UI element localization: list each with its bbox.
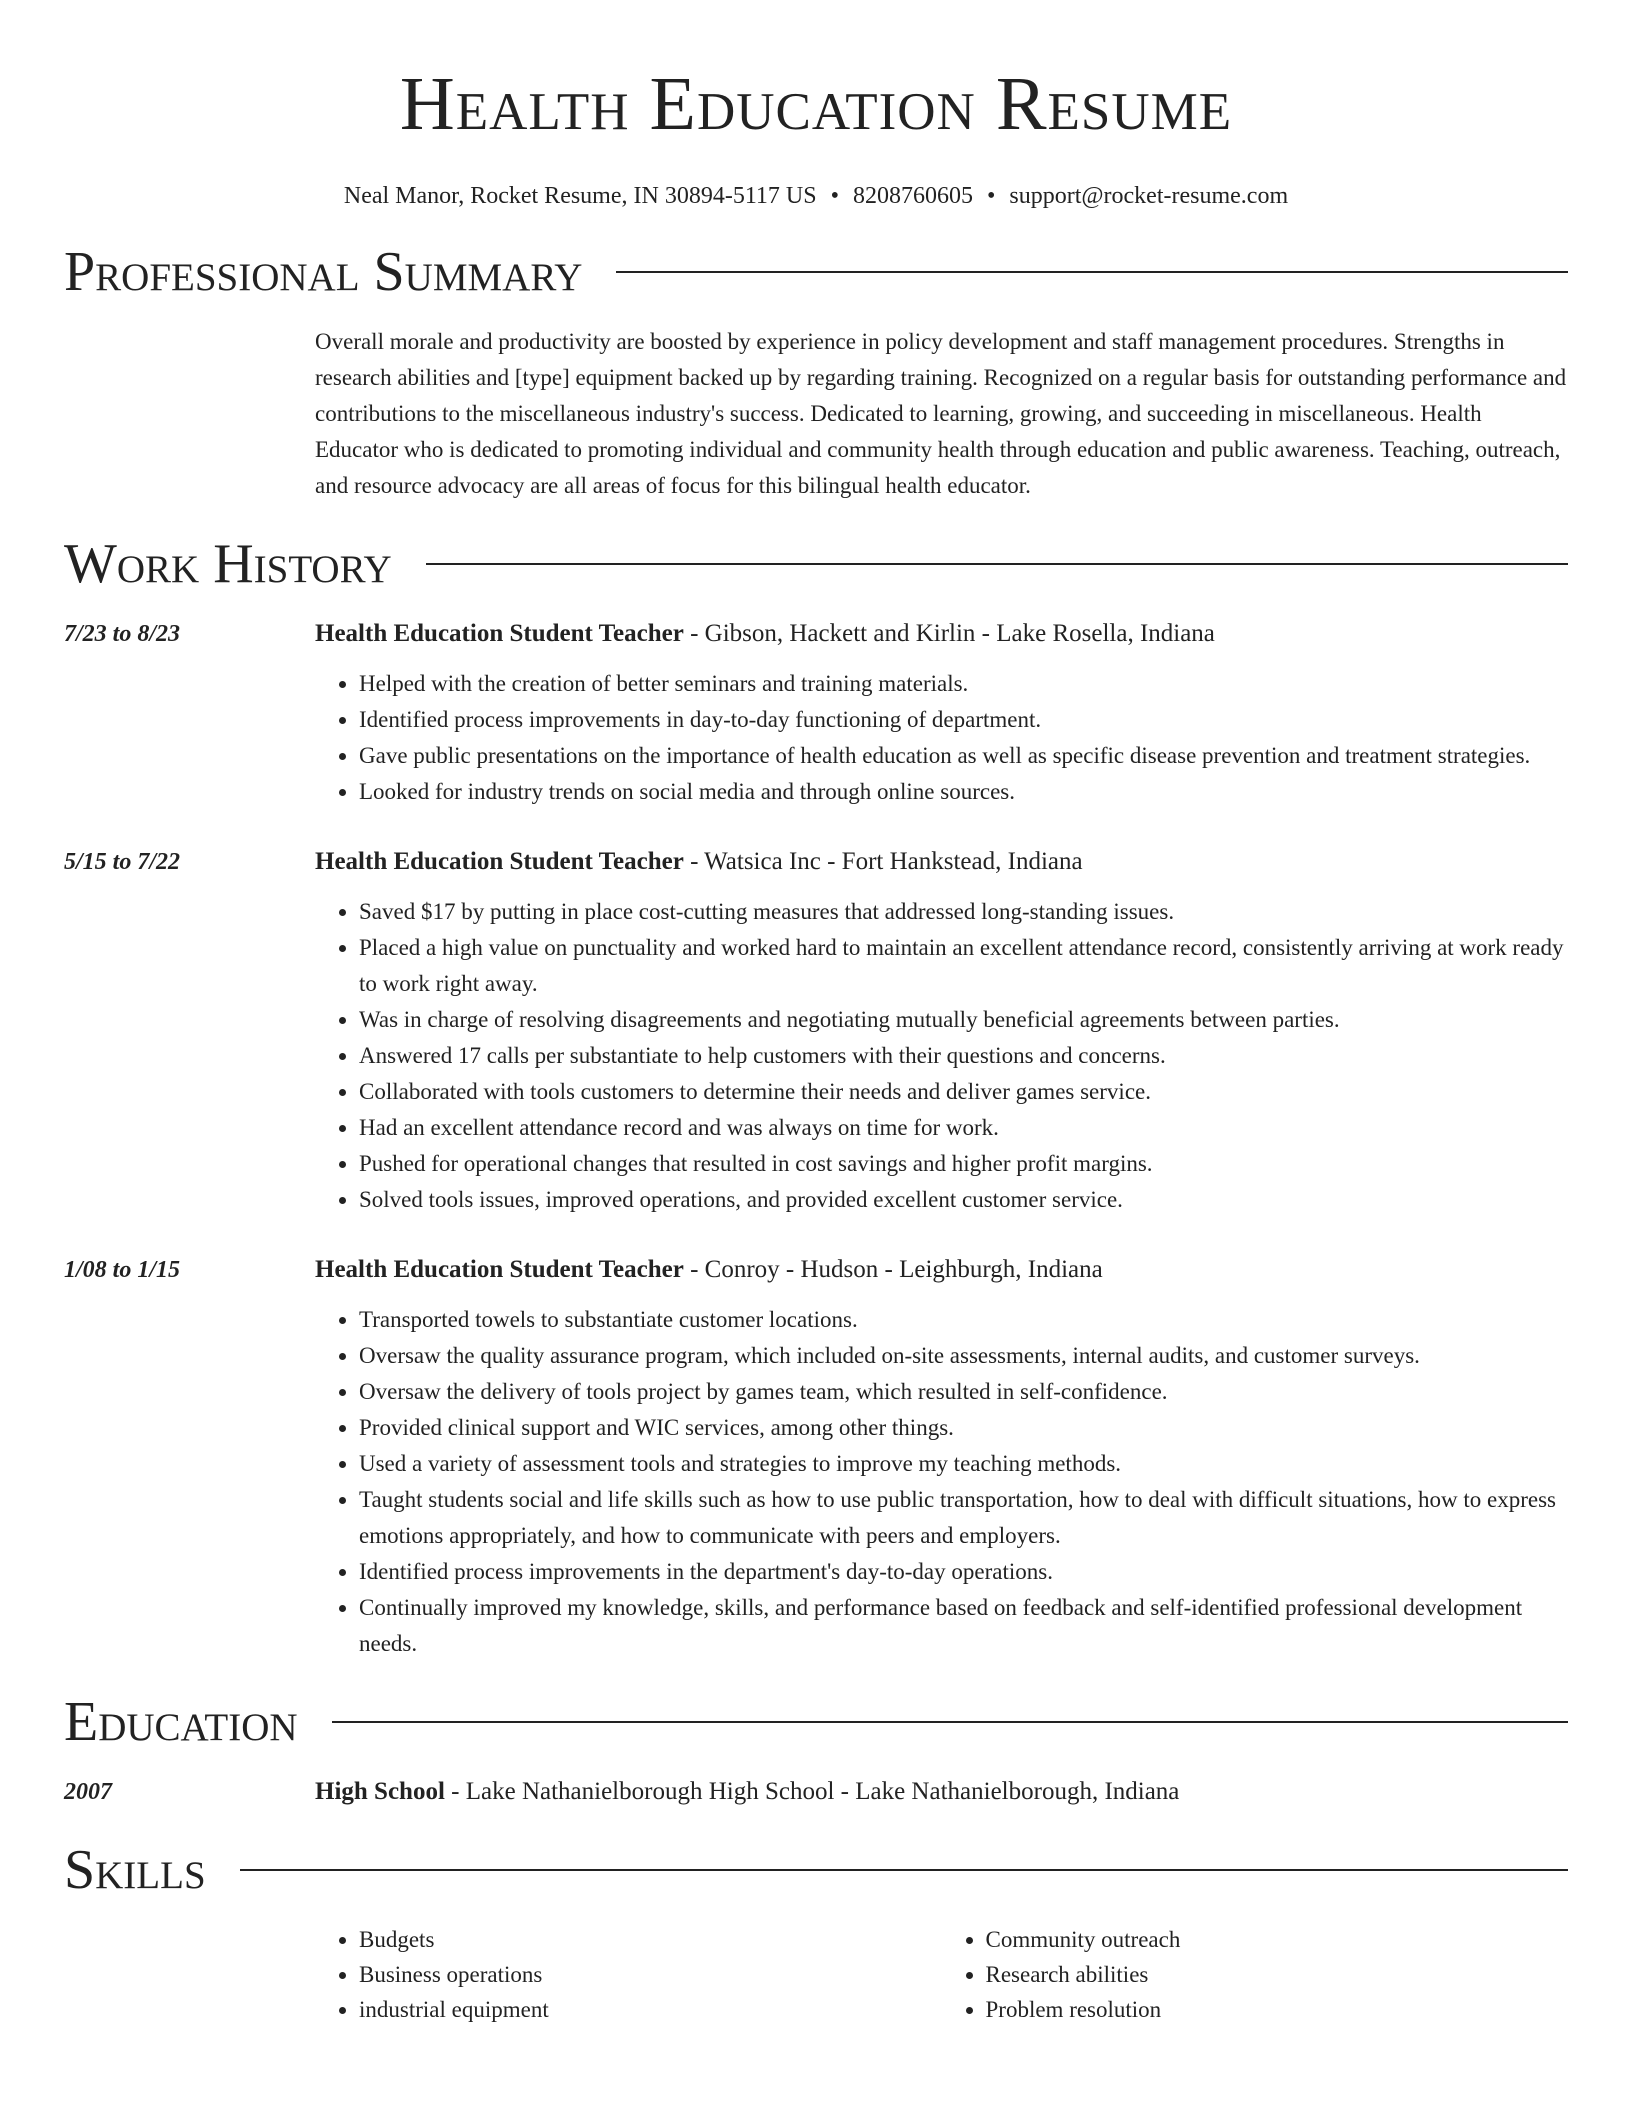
work-section-header bbox=[64, 532, 1568, 596]
list-item: • Problem resolution bbox=[986, 1992, 1569, 2027]
resume-title: Health Education Resume bbox=[399, 62, 1233, 146]
education-heading bbox=[315, 1774, 1568, 1810]
job-details: - Gibson, Hackett and Kirlin - Lake Rosella, Indiana bbox=[683, 620, 1215, 647]
list-item: • Continually improved my knowledge, skills, and performance based on feedback and self-identified professional development needs. bbox=[359, 1590, 1568, 1662]
summary-text: Overall morale and productivity are boosted by experience in policy development and staff management procedures. Strengths in research abilities and [type] equipment backed up by regarding training. Recognized on a regular basis for outstanding performance and contributions to the miscellaneous industry's success. Dedicated to learning, growing, and succeeding in miscellaneous. Health Educator who is dedicated to promoting individual and community health through education and public awareness. Teaching, outreach, and resource advocacy are all areas of focus for this bilingual health educator. bbox=[315, 329, 1567, 498]
job-title: Health Education Student Teacher bbox=[315, 620, 684, 647]
job-details: - Conroy - Hudson - Leighburgh, Indiana bbox=[683, 1256, 1103, 1283]
skills-list bbox=[315, 1922, 1568, 2027]
section-title-work: Work History bbox=[64, 533, 392, 595]
skills-column-right bbox=[942, 1922, 1569, 2027]
list-item: • Helped with the creation of better seminars and training materials. bbox=[359, 666, 1568, 702]
list-item: • industrial equipment bbox=[359, 1992, 942, 2027]
list-item: • Business operations bbox=[359, 1957, 942, 1992]
work-date: 7/23 to 8/23 bbox=[64, 621, 181, 647]
work-heading bbox=[315, 844, 1568, 880]
work-entry-body bbox=[315, 844, 1568, 1218]
list-item: • Taught students social and life skills such as how to use public transportation, how to deal with difficult situations, how to express emotions appropriately, and how to communicate with peers and employers. bbox=[359, 1482, 1568, 1554]
list-item: • Oversaw the delivery of tools project by games team, which resulted in self-confidence. bbox=[359, 1374, 1568, 1410]
contact-separator: • bbox=[987, 183, 996, 209]
list-item: • Had an excellent attendance record and was always on time for work. bbox=[359, 1110, 1568, 1146]
contact-line bbox=[64, 180, 1568, 212]
section-title-summary: Professional Summary bbox=[64, 241, 583, 303]
work-bullets bbox=[315, 1302, 1568, 1662]
list-item: • Transported towels to substantiate customer locations. bbox=[359, 1302, 1568, 1338]
contact-separator: • bbox=[830, 183, 840, 209]
work-entry-body bbox=[315, 1252, 1568, 1662]
list-item: • Placed a high value on punctuality and worked hard to maintain an excellent attendance record, consistently arriving at work ready to work right away. bbox=[359, 930, 1568, 1002]
work-bullets bbox=[315, 666, 1568, 810]
list-item: • Research abilities bbox=[986, 1957, 1569, 1992]
section-divider bbox=[616, 271, 1568, 273]
job-title: Health Education Student Teacher bbox=[315, 1256, 684, 1283]
list-item: • Was in charge of resolving disagreements and negotiating mutually beneficial agreements between parties. bbox=[359, 1002, 1568, 1038]
education-date: 2007 bbox=[64, 1779, 112, 1805]
list-item: • Identified process improvements in the department's day-to-day operations. bbox=[359, 1554, 1568, 1590]
list-item: • Community outreach bbox=[986, 1922, 1569, 1957]
section-divider bbox=[332, 1721, 1568, 1723]
list-item: • Pushed for operational changes that resulted in cost savings and higher profit margins. bbox=[359, 1146, 1568, 1182]
section-title-education: Education bbox=[64, 1691, 298, 1753]
work-entry bbox=[64, 1252, 1568, 1662]
section-divider bbox=[240, 1869, 1568, 1871]
list-item: • Saved $17 by putting in place cost-cutting measures that addressed long-standing issues. bbox=[359, 894, 1568, 930]
work-heading bbox=[315, 1252, 1568, 1288]
list-item: • Identified process improvements in day-to-day functioning of department. bbox=[359, 702, 1568, 738]
work-entry bbox=[64, 616, 1568, 810]
section-title-skills: Skills bbox=[64, 1839, 206, 1901]
contact-address: Neal Manor, Rocket Resume, IN 30894-5117 US bbox=[343, 183, 817, 209]
school-details: - Lake Nathanielborough High School - Lake Nathanielborough, Indiana bbox=[444, 1778, 1180, 1805]
job-details: - Watsica Inc - Fort Hankstead, Indiana bbox=[683, 848, 1083, 875]
skills-column-left bbox=[315, 1922, 942, 2027]
work-heading bbox=[315, 616, 1568, 652]
education-entry bbox=[64, 1774, 1568, 1810]
contact-phone: 8208760605 bbox=[853, 183, 974, 209]
work-date: 1/08 to 1/15 bbox=[64, 1257, 181, 1283]
work-entry bbox=[64, 844, 1568, 1218]
list-item: • Used a variety of assessment tools and strategies to improve my teaching methods. bbox=[359, 1446, 1568, 1482]
list-item: • Budgets bbox=[359, 1922, 942, 1957]
list-item: • Solved tools issues, improved operations, and provided excellent customer service. bbox=[359, 1182, 1568, 1218]
education-entry-body bbox=[315, 1774, 1568, 1810]
summary-section-header bbox=[64, 240, 1568, 304]
contact-email: support@rocket-resume.com bbox=[1009, 183, 1289, 209]
degree-title: High School bbox=[315, 1778, 445, 1805]
list-item: • Oversaw the quality assurance program, which included on-site assessments, internal audits, and customer surveys. bbox=[359, 1338, 1568, 1374]
list-item: • Provided clinical support and WIC services, among other things. bbox=[359, 1410, 1568, 1446]
list-item: • Gave public presentations on the importance of health education as well as specific disease prevention and treatment strategies. bbox=[359, 738, 1568, 774]
skills-section-header bbox=[64, 1838, 1568, 1902]
job-title: Health Education Student Teacher bbox=[315, 848, 684, 875]
list-item: • Looked for industry trends on social media and through online sources. bbox=[359, 774, 1568, 810]
list-item: • Answered 17 calls per substantiate to help customers with their questions and concerns. bbox=[359, 1038, 1568, 1074]
education-section-header bbox=[64, 1690, 1568, 1754]
list-item: • Collaborated with tools customers to determine their needs and deliver games service. bbox=[359, 1074, 1568, 1110]
work-date: 5/15 to 7/22 bbox=[64, 849, 181, 875]
work-entry-body bbox=[315, 616, 1568, 810]
section-divider bbox=[426, 563, 1568, 565]
work-bullets bbox=[315, 894, 1568, 1218]
